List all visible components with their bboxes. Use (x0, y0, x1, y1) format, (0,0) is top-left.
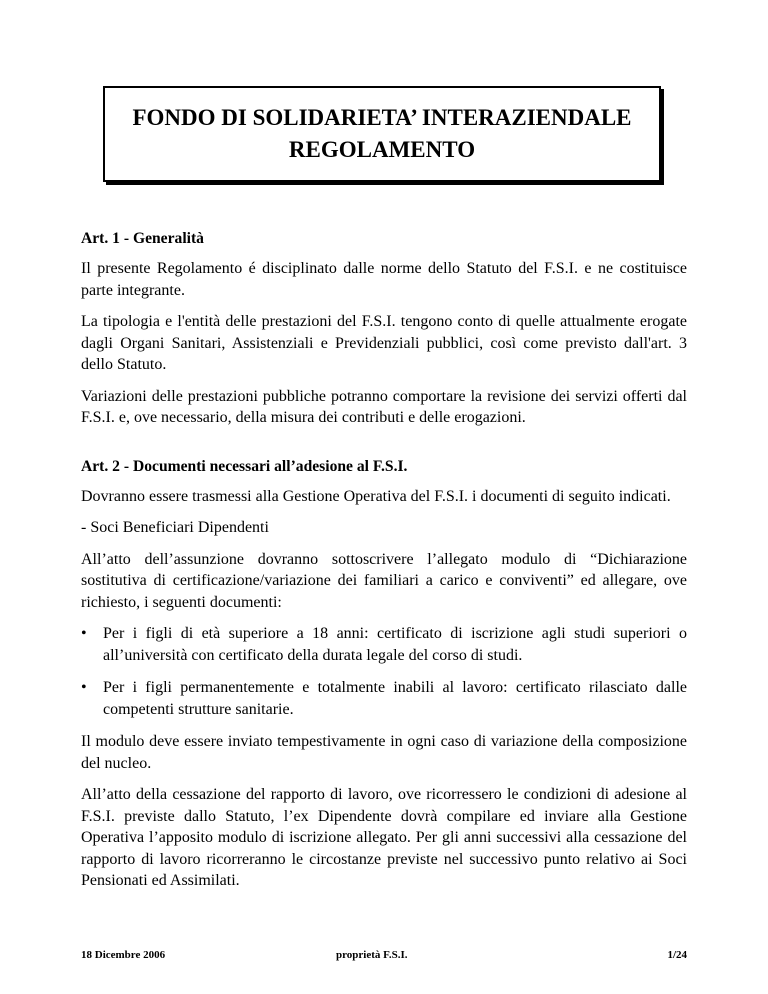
title-box (103, 86, 661, 182)
page-footer (81, 949, 687, 965)
document-body (81, 229, 687, 902)
article-1 (81, 229, 687, 429)
list-item (81, 677, 687, 720)
page-number: 1/24 (667, 949, 687, 961)
article-2-heading: Art. 2 - Documenti necessari all’adesione al F.S.I. (81, 457, 408, 475)
document-title: FONDO DI SOLIDARIETA’ INTERAZIENDALE (132, 105, 632, 130)
article-1-paragraph: La tipologia e l'entità delle prestazioni del F.S.I. tengono conto di quelle attualmente erogate dagli Organi Sanitari, Assistenziali e Previdenziali pubblici, così come previsto dall'art. 3 dello Statuto. (81, 313, 687, 373)
article-2 (81, 457, 687, 892)
article-2-paragraph: Il modulo deve essere inviato tempestivamente in ogni caso di variazione della composizione del nucleo. (81, 733, 687, 772)
requirements-list (81, 623, 687, 720)
document-subtitle: REGOLAMENTO (288, 137, 476, 162)
article-1-paragraph: Il presente Regolamento é disciplinato dalle norme dello Statuto del F.S.I. e ne costituisce parte integrante. (81, 260, 687, 299)
article-1-heading: Art. 1 - Generalità (81, 230, 204, 247)
article-2-paragraph: All’atto dell’assunzione dovranno sottoscrivere l’allegato modulo di “Dichiarazione sostitutiva di certificazione/variazione dei familiari a carico e conviventi” ed allegare, ove richiesto, i seguenti documenti: (81, 550, 687, 611)
list-item (81, 623, 687, 666)
article-2-paragraph: All’atto della cessazione del rapporto di lavoro, ove ricorressero le condizioni di adesione al F.S.I. previste dallo Statuto, l’ex Dipendente dovrà compilare ed inviare alla Gestione Operativa l’apposito modulo di iscrizione allegato. Per gli anni successivi alla cessazione del rapporto di lavoro ricorreranno le circostanze previste nel successivo punto relativo ai Soci Pensionati ed Assimilati. (81, 786, 687, 889)
article-2-intro: Dovranno essere trasmessi alla Gestione Operativa del F.S.I. i documenti di seguito indicati. (81, 487, 671, 505)
footer-owner: proprietà F.S.I. (336, 949, 408, 961)
bullet-icon: • (81, 625, 87, 642)
bullet-icon: • (81, 679, 87, 696)
article-2-subheading: - Soci Beneficiari Dipendenti (81, 519, 269, 536)
list-item-text: Per i figli di età superiore a 18 anni: certificato di iscrizione agli studi superiori o all’università con certificato della durata legale del corso di studi. (103, 625, 687, 664)
list-item-text: Per i figli permanentemente e totalmente inabili al lavoro: certificato rilasciato dalle competenti strutture sanitarie. (103, 679, 687, 718)
footer-date: 18 Dicembre 2006 (81, 949, 166, 961)
article-1-paragraph: Variazioni delle prestazioni pubbliche potranno comportare la revisione dei servizi offerti dal F.S.I. e, ove necessario, della misura dei contributi e delle erogazioni. (81, 387, 687, 426)
